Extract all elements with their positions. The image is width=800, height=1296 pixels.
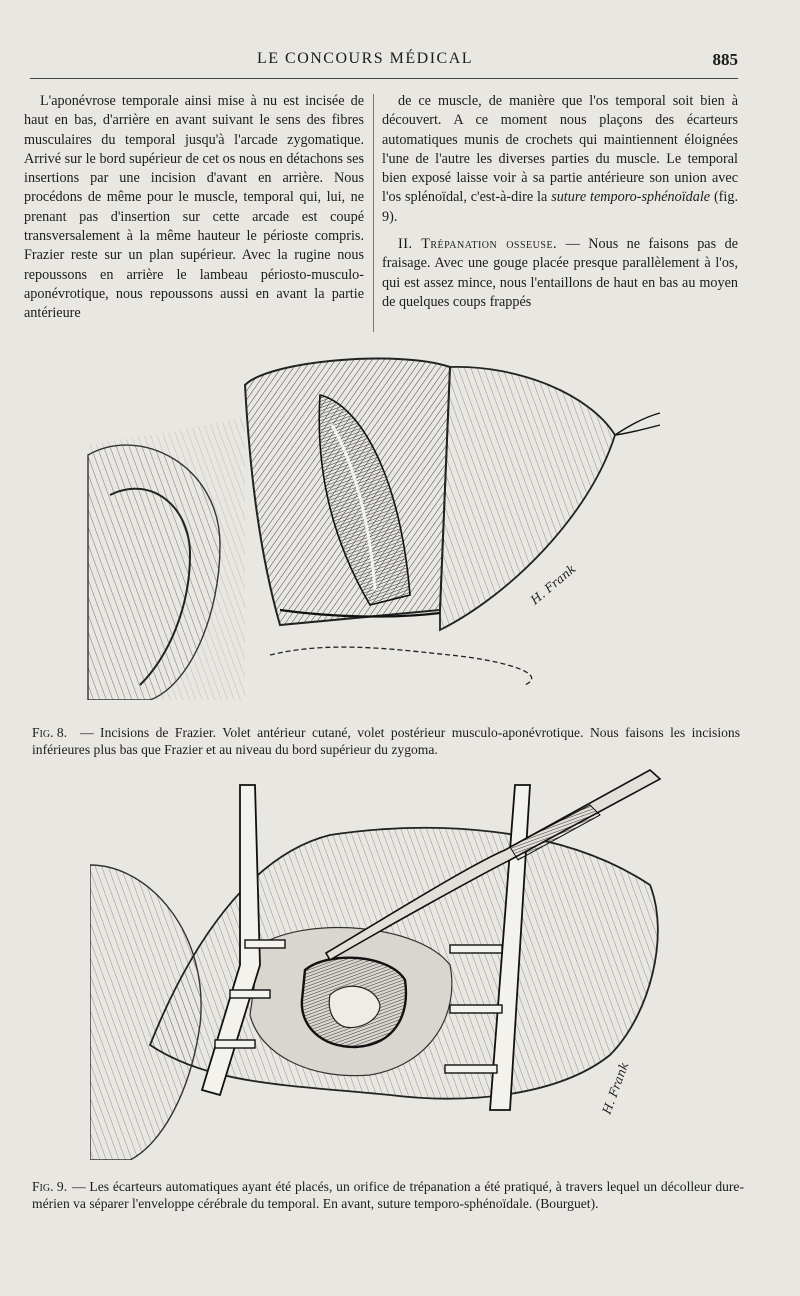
- right-paragraph-1-text: de ce muscle, de manière que l'os temporal soit bien à découvert. A ce moment nous plaçons des écarteurs automatiques munis de crochets qui maintiennent éloignées l'une de l'autre les diverses parties du muscle. Le temporal bien exposé laisse voir à sa partie antérieure son union avec l'os splénoïdal, c'est-à-dire la: [382, 93, 738, 206]
- figure-9-label: Fig. 9.: [32, 1179, 68, 1194]
- figure-8-caption-text: — Incisions de Frazier. Volet antérieur cutané, volet postérieur musculo-aponévrotique. Nous faisons les incisions inférieures plus bas que Frazier et au niveau du bord supérieur du zygoma.: [32, 725, 740, 757]
- section-heading: II. Trépanation osseuse.: [398, 236, 558, 253]
- left-column: [24, 92, 364, 324]
- running-head: [0, 48, 800, 72]
- figure-reference: (fig. 9).: [382, 189, 738, 225]
- left-paragraph-1: L'aponévrose temporale ainsi mise à nu est incisée de haut en bas, d'arrière en avant suivant le sens des fibres musculaires du temporal jusqu'à l'arcade zygomatique. Arrivé sur le bord supérieur de cet os nous en détachons ses insertions par une incision d'avant en arrière. Nous procédons de même pour le muscle, temporal qui, lui, ne prenant pas d'insertion sur cette arcade est coupé transversalement à la même hauteur le périoste compris. Frazier reste sur un plan supérieur. Avec la rugine nous repoussons en arrière le lambeau périosto-musculo-aponévrotique, nous repoussons aussi en avant la partie antérieure: [24, 93, 364, 322]
- right-column: [382, 92, 738, 312]
- suture-term: suture temporo-sphénoïdale: [551, 189, 711, 206]
- figure-8-illustration: [70, 355, 690, 700]
- anterior-flap: [440, 367, 615, 630]
- right-paragraph-1: [382, 92, 738, 227]
- figure-8-label: Fig. 8.: [32, 725, 68, 740]
- page-number: 885: [712, 50, 738, 69]
- figure-9-signature: H. Frank: [599, 1060, 632, 1117]
- running-title: LE CONCOURS MÉDICAL: [256, 50, 474, 67]
- right-paragraph-2: [382, 235, 738, 312]
- figure-9-illustration: [90, 765, 670, 1160]
- figure-9-caption: [32, 1178, 744, 1212]
- incision-dashed-line: [270, 647, 532, 685]
- figure-8-signature: H. Frank: [527, 561, 579, 608]
- figure-9-caption-text: — Les écarteurs automatiques ayant été placés, un orifice de trépanation a été pratiqué, à travers lequel un décolleur dure-mérien va séparer l'enveloppe cérébrale du temporal. En avant, suture temporo-sphénoïdale. (Bourguet).: [32, 1179, 744, 1211]
- header-rule: [30, 78, 738, 79]
- column-divider: [373, 94, 374, 332]
- figure-8-caption: [32, 724, 740, 758]
- right-paragraph-2-text: — Nous ne faisons pas de fraisage. Avec une gouge placée presque parallèlement à l'os, qui est assez mince, nous l'entaillons de haut en bas au moyen de quelques coups frappés: [382, 236, 738, 310]
